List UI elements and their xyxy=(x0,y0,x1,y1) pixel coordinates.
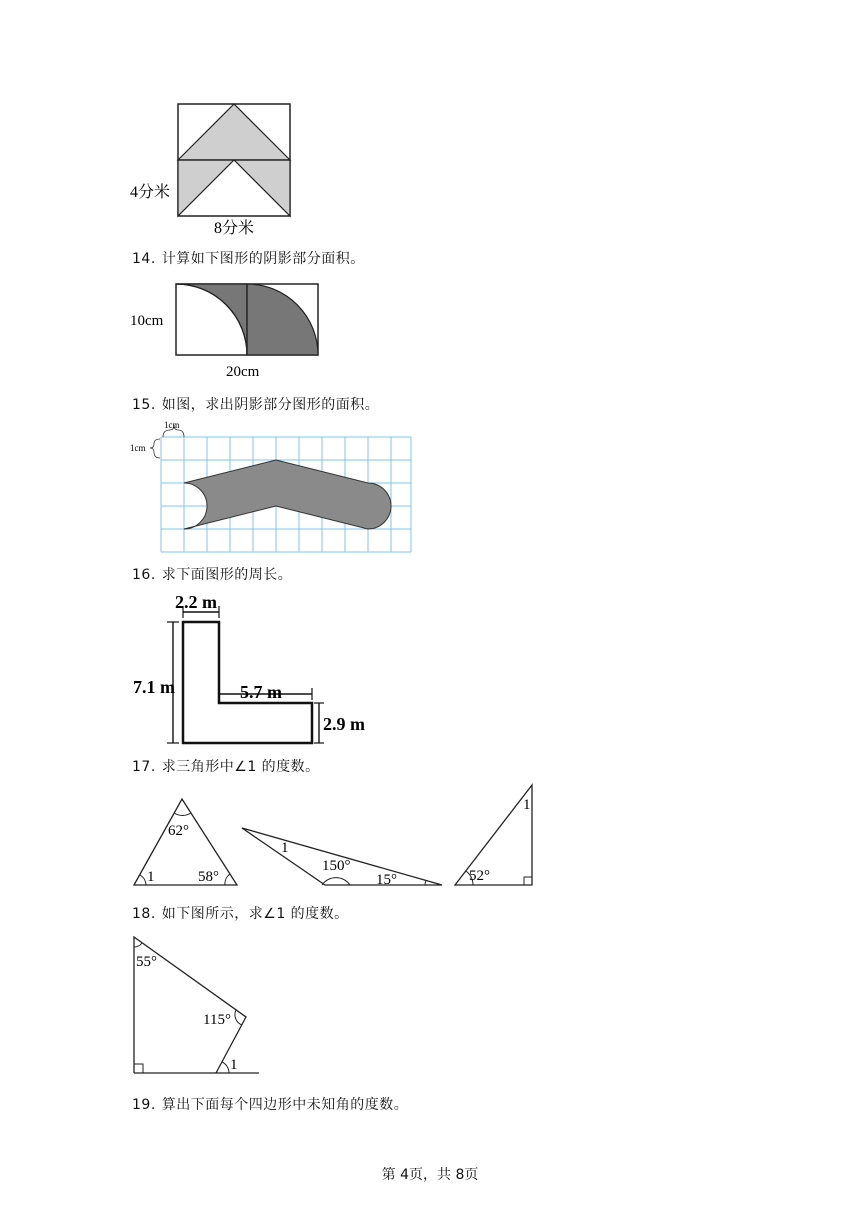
t3-left-angle: 52° xyxy=(469,868,490,884)
t2-mid-angle: 150° xyxy=(322,858,351,874)
question-number: 18. xyxy=(132,906,156,922)
t3-angle-1: 1 xyxy=(523,797,531,813)
question-text: 求三角形中∠1 的度数。 xyxy=(161,759,320,775)
question-text: 求下面图形的周长。 xyxy=(161,567,293,583)
fig13-width-label: 8分米 xyxy=(214,220,255,237)
page-footer: 第 4页，共 8页 xyxy=(381,1167,479,1183)
fig16-left-label: 7.1 m xyxy=(133,677,175,697)
fig18-angle-1: 1 xyxy=(230,1057,238,1073)
fig13-height-label: 4分米 xyxy=(130,184,171,201)
t1-top-angle: 62° xyxy=(168,823,189,839)
fig16-middle-label: 5.7 m xyxy=(240,682,282,702)
fig18-mid-angle: 115° xyxy=(203,1012,231,1028)
question-19 xyxy=(132,1094,408,1114)
fig16-right-label: 2.9 m xyxy=(323,714,365,734)
question-number: 16. xyxy=(132,567,156,583)
question-text: 算出下面每个四边形中未知角的度数。 xyxy=(161,1097,409,1113)
t2-angle-1: 1 xyxy=(281,840,289,856)
question-text: 如下图所示，求∠1 的度数。 xyxy=(161,906,349,922)
fig16-top-label: 2.2 m xyxy=(175,592,217,612)
t1-right-angle: 58° xyxy=(198,869,219,885)
fig14-width-label: 20cm xyxy=(226,364,260,380)
question-text: 如图，求出阴影部分图形的面积。 xyxy=(161,397,380,413)
fig18-top-angle: 55° xyxy=(136,954,157,970)
question-number: 15. xyxy=(132,397,156,413)
question-number: 19. xyxy=(132,1097,156,1113)
fig14-height-label: 10cm xyxy=(130,313,164,329)
t1-left-angle: 1 xyxy=(147,869,155,885)
question-text: 计算如下图形的阴影部分面积。 xyxy=(161,251,365,267)
question-number: 14. xyxy=(132,251,156,267)
t2-right-angle: 15° xyxy=(376,872,397,888)
question-number: 17. xyxy=(132,759,156,775)
fig15-side-unit: 1cm xyxy=(130,443,146,453)
fig15-top-unit: 1cm xyxy=(164,420,180,430)
